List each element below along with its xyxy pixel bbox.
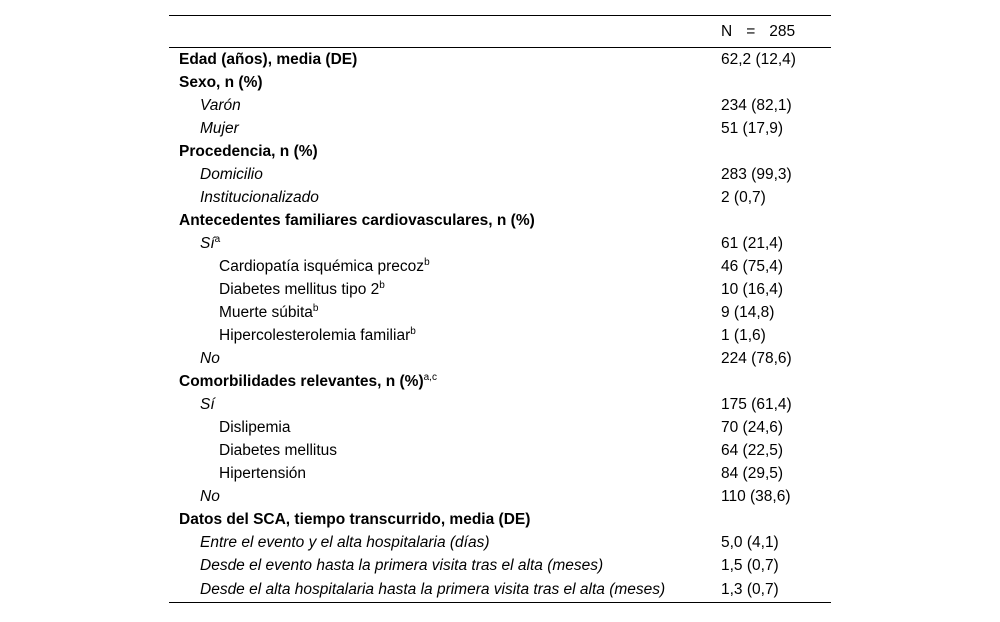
row-label-cell xyxy=(169,485,711,508)
row-label: Diabetes mellitus xyxy=(219,441,338,459)
table-row xyxy=(169,577,831,603)
row-value-cell: 1,5 (0,7) xyxy=(721,556,779,574)
row-value-cell: 10 (16,4) xyxy=(721,280,784,298)
row-value-cell: 234 (82,1) xyxy=(721,96,792,114)
header-equals-sign: = xyxy=(746,22,756,40)
row-label: Cardiopatía isquémica precoz xyxy=(219,257,425,275)
row-label-cell xyxy=(169,94,711,117)
row-label-cell xyxy=(169,48,711,72)
row-label-cell xyxy=(169,71,711,94)
header-label-cell xyxy=(169,16,711,48)
row-label: Sí xyxy=(200,234,215,252)
row-value-cell: 224 (78,6) xyxy=(721,349,792,367)
row-label-cell xyxy=(169,531,711,554)
row-label-cell xyxy=(169,554,711,577)
row-value-cell: 1,3 (0,7) xyxy=(711,577,831,603)
row-value-cell: 283 (99,3) xyxy=(721,165,792,183)
row-label: Procedencia, n (%) xyxy=(179,142,318,160)
row-label: Mujer xyxy=(200,119,239,137)
row-label-cell xyxy=(169,462,711,485)
row-label: Domicilio xyxy=(200,165,263,183)
row-label: Desde el alta hospitalaria hasta la primera visita tras el alta (meses) xyxy=(200,580,666,598)
row-value-cell: 61 (21,4) xyxy=(721,234,784,252)
table-row xyxy=(169,485,831,508)
row-label: Institucionalizado xyxy=(200,188,319,206)
table-row xyxy=(169,209,831,232)
row-value-cell xyxy=(711,209,831,232)
table-row xyxy=(169,278,831,301)
row-value-cell: 64 (22,5) xyxy=(721,441,784,459)
table-row xyxy=(169,324,831,347)
row-label-cell xyxy=(169,301,711,324)
row-value-cell: 5,0 (4,1) xyxy=(721,533,779,551)
row-label-cell xyxy=(169,255,711,278)
header-n-count: 285 xyxy=(769,22,796,40)
table-row xyxy=(169,301,831,324)
row-label-cell xyxy=(169,439,711,462)
row-value-cell xyxy=(711,370,831,393)
row-label: Varón xyxy=(200,96,241,114)
row-value-cell: 62,2 (12,4) xyxy=(721,50,796,68)
row-label: Comorbilidades relevantes, n (%) xyxy=(179,372,424,390)
row-value-cell: 110 (38,6) xyxy=(721,487,791,505)
row-label-cell xyxy=(169,416,711,439)
header-n-cell xyxy=(711,16,831,48)
row-label: Desde el evento hasta la primera visita tras el alta (meses) xyxy=(200,556,604,574)
row-value-cell: 1 (1,6) xyxy=(721,326,766,344)
row-label: Dislipemia xyxy=(219,418,291,436)
row-label: Sí xyxy=(200,395,215,413)
row-value-cell: 175 (61,4) xyxy=(721,395,792,413)
header-row xyxy=(169,16,831,48)
row-label: Datos del SCA, tiempo transcurrido, media (DE) xyxy=(179,510,531,528)
footnote-marker: a,c xyxy=(423,371,437,383)
row-label-cell xyxy=(169,117,711,140)
table-row xyxy=(169,554,831,577)
row-label: Sexo, n (%) xyxy=(179,73,263,91)
row-label-cell xyxy=(169,393,711,416)
table-header xyxy=(169,16,831,48)
row-value-cell: 84 (29,5) xyxy=(721,464,784,482)
row-label-cell xyxy=(169,577,711,603)
table-row xyxy=(169,462,831,485)
table-row xyxy=(169,347,831,370)
footnote-marker: b xyxy=(424,256,430,268)
footnote-marker: b xyxy=(379,279,385,291)
row-label-cell xyxy=(169,163,711,186)
characteristics-table xyxy=(169,15,831,603)
row-value-cell: 51 (17,9) xyxy=(721,119,784,137)
footnote-marker: b xyxy=(312,302,319,314)
row-value-cell xyxy=(711,508,831,531)
table-row xyxy=(169,416,831,439)
table-row xyxy=(169,255,831,278)
table-row xyxy=(169,508,831,531)
header-n-symbol: N xyxy=(721,22,733,40)
table-row xyxy=(169,439,831,462)
table-row xyxy=(169,71,831,94)
row-label-cell xyxy=(169,324,711,347)
row-label: No xyxy=(200,487,220,505)
row-label: Muerte súbita xyxy=(219,303,313,321)
table-row xyxy=(169,48,831,72)
row-label: Diabetes mellitus tipo 2 xyxy=(219,280,380,298)
table-row xyxy=(169,393,831,416)
table-row xyxy=(169,94,831,117)
table-row xyxy=(169,232,831,255)
table-body xyxy=(169,48,831,603)
row-value-cell: 2 (0,7) xyxy=(721,188,766,206)
row-label: Edad (años), media (DE) xyxy=(179,50,358,68)
row-label-cell xyxy=(169,508,711,531)
characteristics-table-container xyxy=(169,15,831,603)
row-label-cell xyxy=(169,278,711,301)
footnote-marker: b xyxy=(410,325,416,337)
footnote-marker: a xyxy=(214,233,221,245)
table-row xyxy=(169,370,831,393)
row-label: No xyxy=(200,349,220,367)
table-row xyxy=(169,531,831,554)
row-value-cell: 70 (24,6) xyxy=(721,418,784,436)
row-label-cell xyxy=(169,347,711,370)
table-row xyxy=(169,117,831,140)
row-value-cell: 46 (75,4) xyxy=(721,257,784,275)
table-row xyxy=(169,140,831,163)
table-row xyxy=(169,186,831,209)
row-value-cell: 9 (14,8) xyxy=(721,303,775,321)
row-label: Hipertensión xyxy=(219,464,307,482)
row-label-cell xyxy=(169,370,711,393)
row-label-cell xyxy=(169,140,711,163)
row-label-cell xyxy=(169,209,711,232)
row-value-cell xyxy=(711,71,831,94)
row-label: Hipercolesterolemia familiar xyxy=(219,326,411,344)
row-value-cell xyxy=(711,140,831,163)
row-label: Entre el evento y el alta hospitalaria (días) xyxy=(200,533,490,551)
row-label: Antecedentes familiares cardiovasculares, n (%) xyxy=(179,211,535,229)
table-row xyxy=(169,163,831,186)
row-label-cell xyxy=(169,186,711,209)
row-label-cell xyxy=(169,232,711,255)
